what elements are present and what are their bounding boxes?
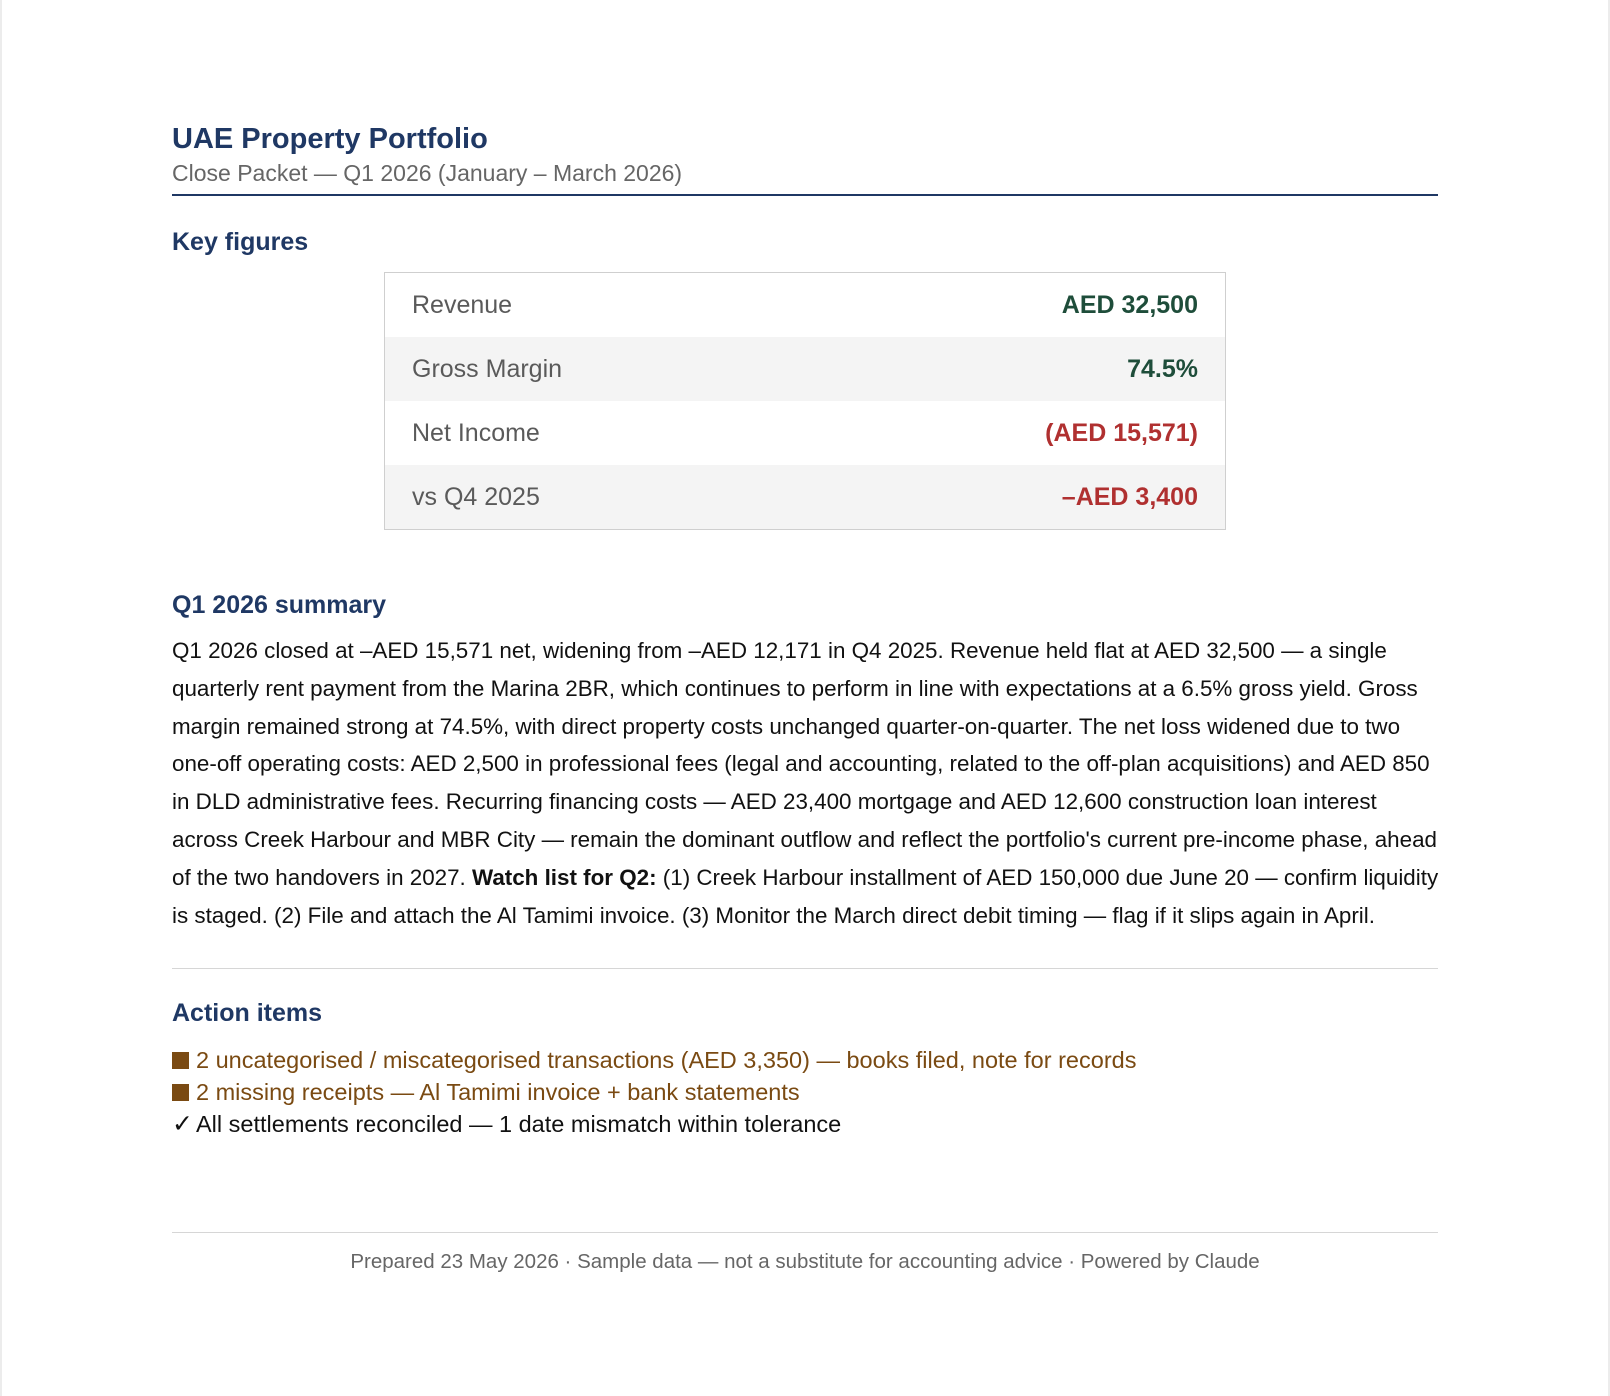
kpi-row-gross-margin	[385, 337, 1225, 401]
kpi-value: AED 32,500	[1061, 290, 1198, 319]
footer-divider	[172, 1232, 1438, 1233]
kpi-row-revenue	[385, 273, 1225, 337]
watch-list-body: (1) Creek Harbour installment of AED 150,000 due June 20 — confirm liquidity is staged. (2) File and attach the Al Tamimi invoice. (3) Monitor the March direct debit timing — flag if it slips again in April.	[172, 864, 1439, 928]
kpi-value: –AED 3,400	[1061, 482, 1198, 511]
action-item-uncategorised	[172, 1044, 1438, 1076]
action-item-text: 2 missing receipts — Al Tamimi invoice + bank statements	[196, 1079, 800, 1106]
section-divider	[172, 968, 1438, 969]
kpi-value: (AED 15,571)	[1045, 418, 1198, 447]
action-item-text: All settlements reconciled — 1 date mismatch within tolerance	[196, 1111, 842, 1138]
summary-paragraph	[172, 632, 1440, 934]
kpi-label: Gross Margin	[412, 354, 563, 383]
kpi-label: Revenue	[412, 290, 513, 319]
kpi-label: Net Income	[412, 418, 540, 447]
action-item-missing-receipts	[172, 1076, 1438, 1108]
kpi-label: vs Q4 2025	[412, 482, 540, 511]
footer-note: Prepared 23 May 2026 · Sample data — not a substitute for accounting advice · Powered by Claude	[350, 1250, 1260, 1274]
summary-heading: Q1 2026 summary	[172, 591, 387, 619]
page-edge-left	[0, 0, 2, 1396]
kpi-row-net-income	[385, 401, 1225, 465]
kpi-row-vs-q4	[385, 465, 1225, 529]
square-icon	[172, 1084, 189, 1101]
summary-body: Q1 2026 closed at –AED 15,571 net, widening from –AED 12,171 in Q4 2025. Revenue held flat at AED 32,500 — a single quarterly rent payment from the Marina 2BR, which continues to perform in line with expectations at a 6.5% gross yield. Gross margin remained strong at 74.5%, with direct property costs unchanged quarter-on-quarter. The net loss widened due to two one-off operating costs: AED 2,500 in professional fees (legal and accounting, related to the off-plan acquisitions) and AED 850 in DLD administrative fees. Recurring financing costs — AED 23,400 mortgage and AED 12,600 construction loan interest across Creek Harbour and MBR City — remain the dominant outflow and reflect the portfolio's current pre-income phase, ahead of the two handovers in 2027.	[172, 638, 1437, 890]
document-page	[172, 122, 1438, 1274]
key-figures-heading: Key figures	[172, 228, 309, 256]
action-item-text: 2 uncategorised / miscategorised transactions (AED 3,350) — books filed, note for records	[196, 1047, 1137, 1074]
check-icon: ✓	[172, 1110, 193, 1139]
square-icon	[172, 1052, 189, 1069]
watch-list-label: Watch list for Q2:	[472, 864, 657, 890]
kpi-value: 74.5%	[1127, 354, 1198, 383]
action-item-reconciled	[172, 1108, 1438, 1140]
document-title: UAE Property Portfolio	[172, 123, 488, 155]
action-items-heading: Action items	[172, 999, 323, 1028]
action-items-list	[172, 1044, 1438, 1140]
document-subtitle: Close Packet — Q1 2026 (January – March 2026)	[172, 160, 683, 186]
header-divider	[172, 194, 1438, 196]
key-figures-table	[384, 272, 1226, 530]
